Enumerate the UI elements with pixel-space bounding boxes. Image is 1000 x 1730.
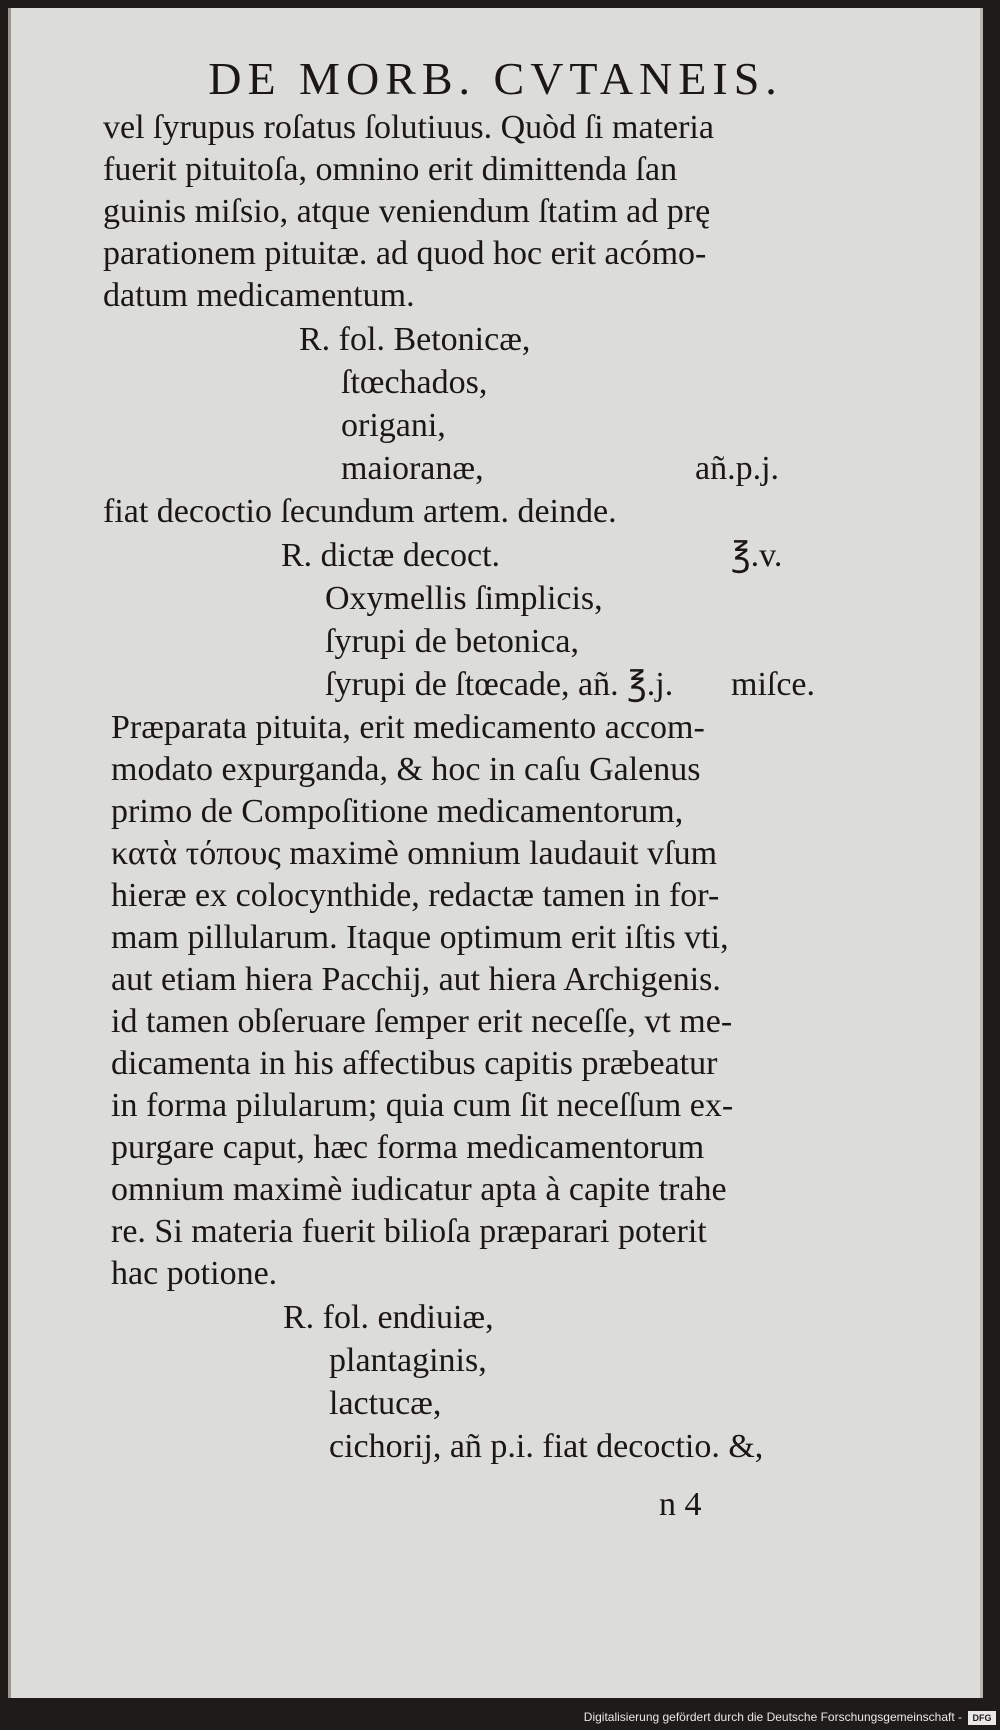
dosage-annotation: miſce. <box>731 666 816 703</box>
text-line: vel ſyrupus roſatus ſolutiuus. Quòd ſi materia <box>103 109 714 146</box>
text-line: maioranæ, <box>341 450 484 487</box>
text-line: primo de Compoſitione medicamentorum, <box>111 793 684 830</box>
text-line: purgare caput, hæc forma medicamentorum <box>111 1129 705 1166</box>
text-line: hac potione. <box>111 1255 278 1292</box>
text-line: R. fol. Betonicæ, <box>299 321 531 358</box>
text-line: in forma pilularum; quia cum ſit neceſſum ex- <box>111 1087 734 1124</box>
text-line: modato expurganda, & hoc in caſu Galenus <box>111 751 701 788</box>
text-line: Oxymellis ſimplicis, <box>325 580 603 617</box>
book-page <box>8 8 983 1698</box>
text-line: lactucæ, <box>329 1385 442 1422</box>
dosage-annotation: ℥.v. <box>731 537 783 574</box>
dfg-logo: DFG <box>968 1711 996 1725</box>
text-line: R. dictæ decoct. <box>281 537 501 574</box>
text-line: mam pillularum. Itaque optimum erit iſtis vti, <box>111 919 729 956</box>
text-line: re. Si materia fuerit bilioſa præparari poterit <box>111 1213 707 1250</box>
text-line: fiat decoctio ſecundum artem. deinde. <box>103 493 617 530</box>
text-line: origani, <box>341 407 446 444</box>
text-line: plantaginis, <box>329 1342 487 1379</box>
text-line: fuerit pituitoſa, omnino erit dimittenda ſan <box>103 151 678 188</box>
text-line: datum medicamentum. <box>103 277 415 314</box>
text-line: κατὰ τόπους maximè omnium laudauit vſum <box>111 835 718 872</box>
text-line: id tamen obſeruare ſemper erit neceſſe, vt me- <box>111 1003 733 1040</box>
text-line: parationem pituitæ. ad quod hoc erit acómo- <box>103 235 707 272</box>
running-head: DE MORB. CVTANEIS. <box>208 53 783 104</box>
text-block <box>11 8 980 1698</box>
text-line: ſyrupi de ſtœcade, añ. ℥.j. <box>325 666 674 703</box>
text-line: omnium maximè iudicatur apta à capite trahe <box>111 1171 727 1208</box>
signature-mark: n 4 <box>659 1486 702 1523</box>
text-line: cichorij, añ p.i. fiat decoctio. &, <box>329 1428 764 1465</box>
text-line: ſtœchados, <box>341 364 488 401</box>
funding-note: Digitalisierung gefördert durch die Deutsche Forschungsgemeinschaft - <box>583 1710 962 1724</box>
text-line: dicamenta in his affectibus capitis præbeatur <box>111 1045 718 1082</box>
text-line: guinis miſsio, atque veniendum ſtatim ad prę <box>103 193 711 230</box>
text-line: hieræ ex colocynthide, redactæ tamen in for- <box>111 877 720 914</box>
text-line: Præparata pituita, erit medicamento accom- <box>111 709 705 746</box>
text-line: aut etiam hiera Pacchij, aut hiera Archigenis. <box>111 961 721 998</box>
dosage-annotation: añ.p.j. <box>695 450 780 487</box>
text-line: ſyrupi de betonica, <box>325 623 579 660</box>
text-line: R. fol. endiuiæ, <box>283 1299 494 1336</box>
footer-bar <box>0 1700 1000 1730</box>
